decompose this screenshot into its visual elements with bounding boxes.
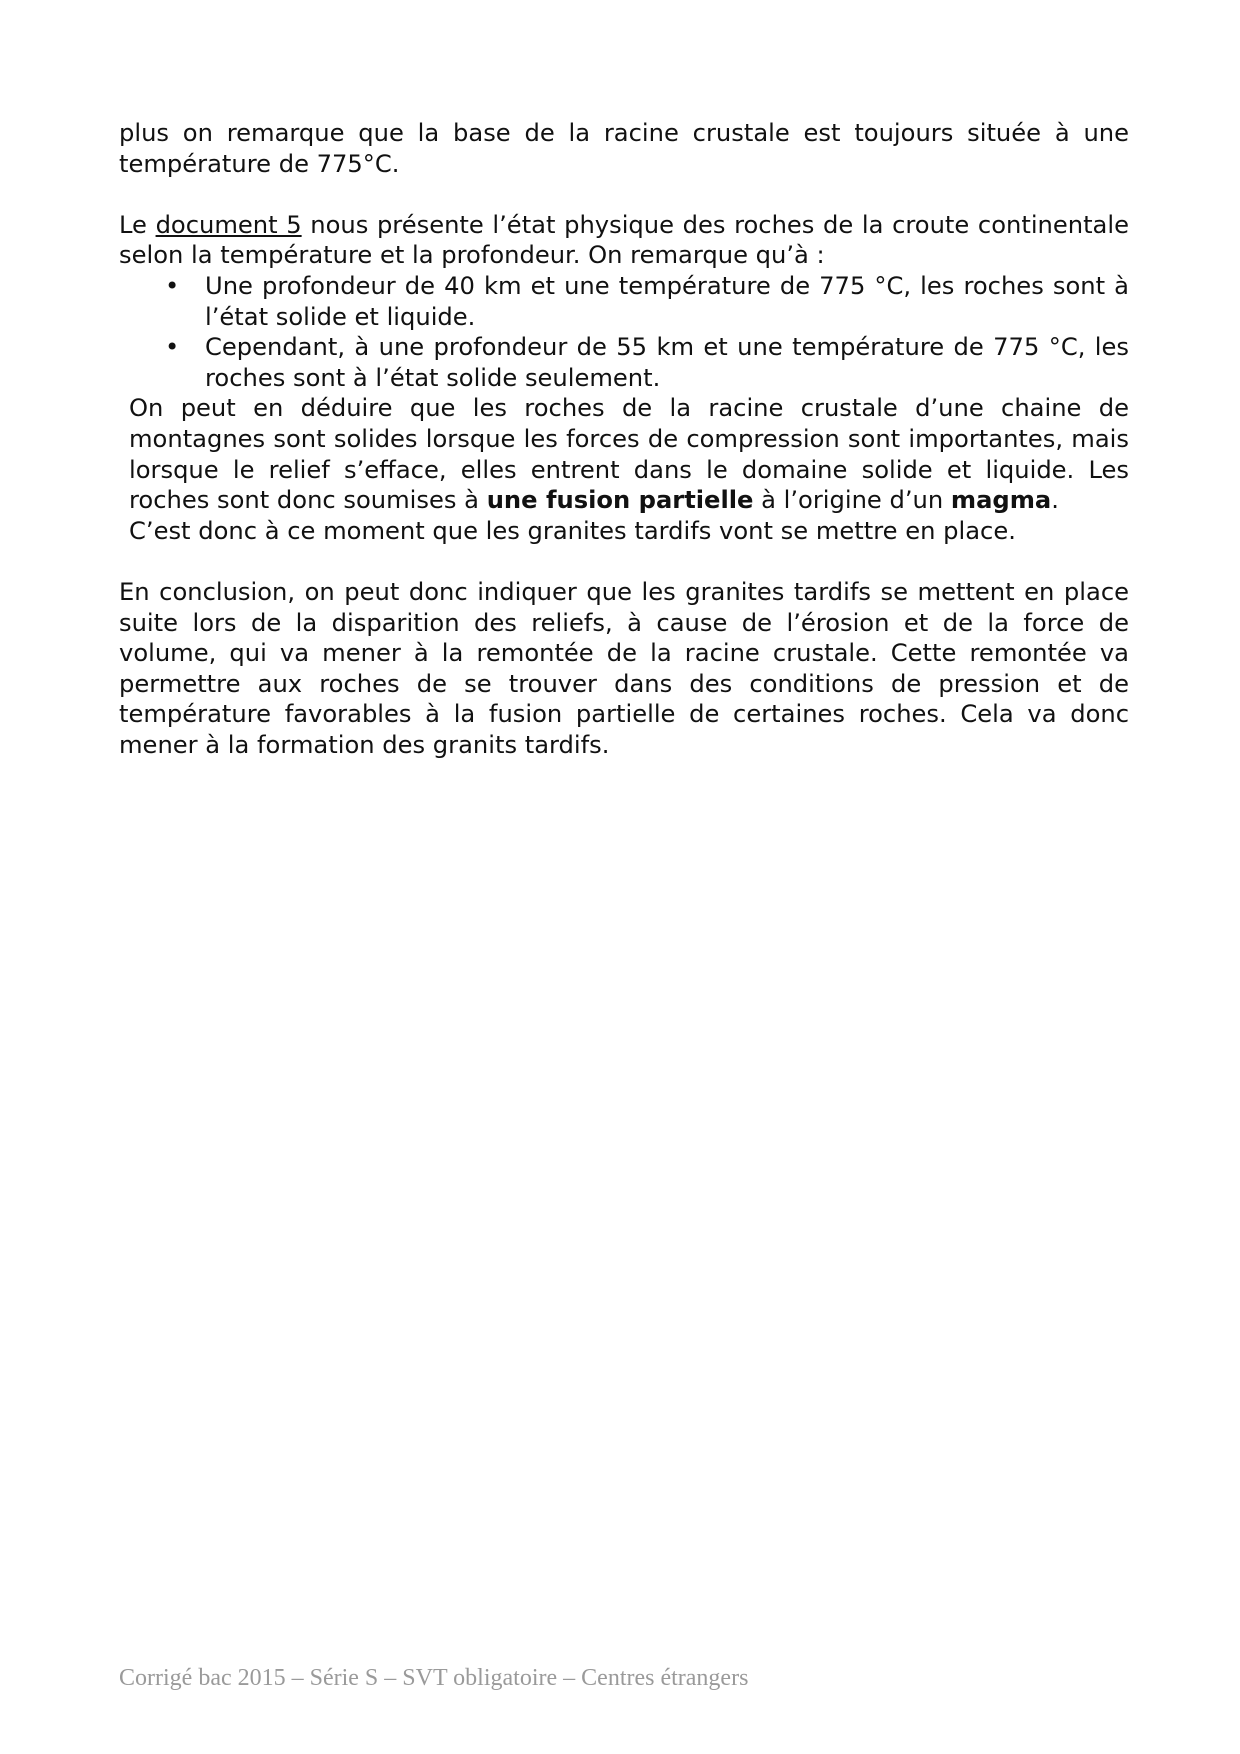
deduction-paragraph — [129, 393, 1129, 515]
deduction-text-middle: à l’origine d’un — [753, 486, 951, 515]
document-5-suffix: nous présente l’état physique des roches de la croute continentale selon la température et la profondeur. On remarque qu’à : — [119, 210, 1129, 270]
fusion-partielle-emphasis: une fusion partielle — [486, 486, 754, 515]
deduction-text-before: On peut en déduire que les roches de la racine crustale d’une chaine de montagnes sont solides lorsque les forces de compression sont importantes, mais lorsque le relief s’efface, elles entrent dans le domaine solide et liquide. Les roches sont donc soumises à — [129, 394, 1129, 515]
list-item — [119, 332, 1129, 393]
document-5-paragraph — [119, 210, 1129, 271]
list-item-text: Une profondeur de 40 km et une température de 775 °C, les roches sont à l’état solide et liquide. — [205, 271, 1129, 331]
paragraph-spacer — [119, 546, 1129, 577]
list-item-text: Cependant, à une profondeur de 55 km et une température de 775 °C, les roches sont à l’état solide seulement. — [205, 333, 1129, 392]
list-item — [119, 271, 1129, 332]
document-body — [119, 118, 1129, 760]
bullet-icon: • — [165, 333, 180, 362]
bullet-icon: • — [165, 271, 180, 300]
granite-sentence: C’est donc à ce moment que les granites tardifs vont se mettre en place. — [129, 516, 1016, 545]
document-5-reference: document 5 — [155, 210, 302, 239]
deduction-text-after: . — [1051, 486, 1059, 515]
page-footer: Corrigé bac 2015 – Série S – SVT obligatoire – Centres étrangers — [119, 1665, 749, 1691]
magma-emphasis: magma — [950, 486, 1052, 515]
intro-paragraph: plus on remarque que la base de la racine crustale est toujours située à une température de 775°C. — [119, 119, 1129, 178]
document-5-prefix: Le — [119, 210, 156, 239]
paragraph-spacer — [119, 179, 1129, 210]
observation-list — [119, 271, 1129, 393]
conclusion-paragraph: En conclusion, on peut donc indiquer que les granites tardifs se mettent en place suite lors de la disparition des reliefs, à cause de l’érosion et de la force de volume, qui va mener à la remontée de la racine crustale. Cette remontée va permettre aux roches de se trouver dans des conditions de pression et de température favorables à la fusion partielle de certaines roches. Cela va donc mener à la formation des granits tardifs. — [119, 577, 1129, 759]
deduction-block — [129, 393, 1129, 546]
